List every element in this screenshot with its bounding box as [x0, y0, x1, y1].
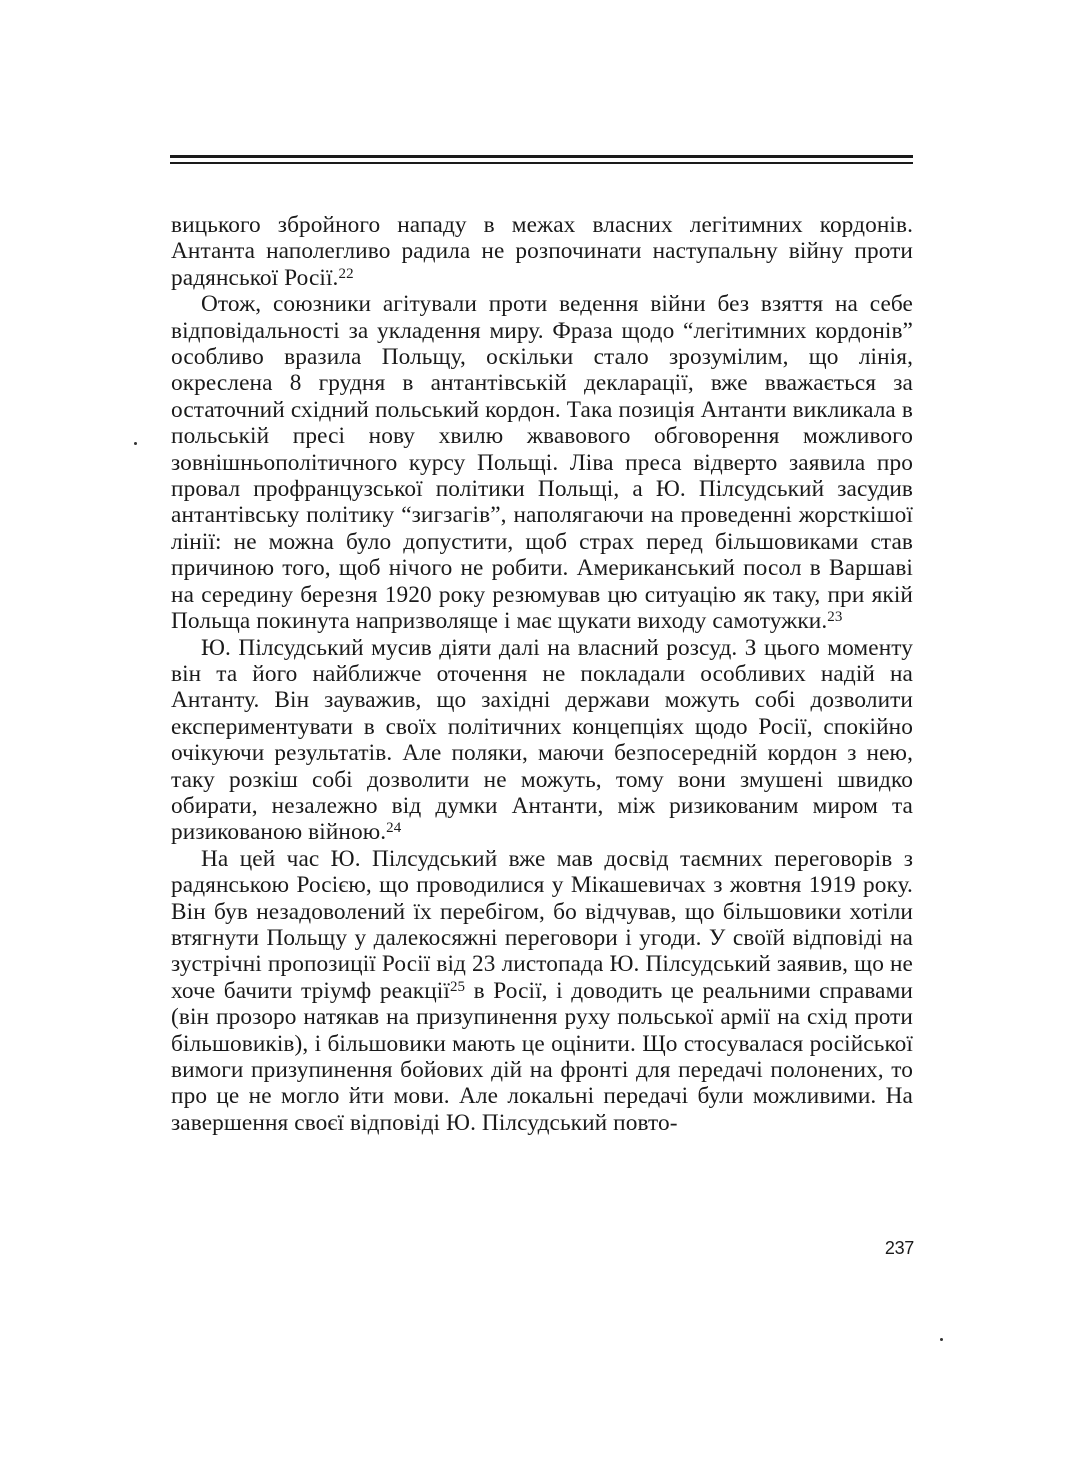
footnote-ref-25[interactable]: 25	[449, 978, 466, 995]
paragraph-1: вицького збройного нападу в межах власних легітимних кордонів. Антанта наполегливо радила не розпочинати наступальну війну проти радянської Росії.$^{22}$	[171, 212, 913, 291]
header-rule-thick	[170, 155, 913, 158]
page-number: 237	[884, 1238, 914, 1258]
header-rule-thin	[170, 162, 913, 164]
paragraph-4: На цей час Ю. Пілсудський вже мав досвід таємних переговорів з радянською Росією, що проводилися у Мікашевичах з жовтня 1919 року. Він був незадоволений їх перебігом, бо відчував, що більшовики хотіли втягнути Польщу у далекосяжні переговори і угоди. У своїй відповіді на зустрічні пропозиції Росії від 23 листопада Ю. Пілсудський заявив, що не хоче бачити тріумф реакції$^{25}$ в Росії, і доводить це реальними справами (він прозоро натякав на призупинення руху польської армії на схід проти більшовиків), і більшовики мають це оцінити. Що стосувалася російської вимоги призупинення бойових дій на фронті для передачі полонених, то про це не могло йти мови. Але локальні передачі були можливими. На завершення своєї відповіді Ю. Пілсудський повто-	[171, 845, 913, 1136]
scan-speck	[134, 442, 137, 445]
paragraph-3: Ю. Пілсудський мусив діяти далі на власний розсуд. З цього моменту він та його найближче оточення не покладали особливих надій на Антанту. Він зауважив, що західні держави можуть собі дозволити експериментувати в своїх політичних концепціях щодо Росії, спокійно очікуючи результатів. Але поляки, маючи безпосередній кордон з нею, таку розкіш собі дозволити не можуть, тому вони змушені швидко обирати, незалежно від думки Антанти, між ризикованим миром та ризикованою війною.$^{24}$	[171, 634, 913, 846]
scan-speck	[940, 1338, 943, 1341]
footnote-ref-22[interactable]: 22	[338, 265, 354, 282]
body-text	[171, 212, 913, 1136]
footnote-ref-23[interactable]: 23	[827, 609, 843, 626]
footnote-ref-24[interactable]: 24	[386, 820, 402, 837]
paragraph-2: Отож, союзники агітували проти ведення війни без взяття на себе відповідальності за укладення миру. Фраза щодо “легітимних кордонів” особливо вразила Польщу, оскільки стало зрозумілим, що лінія, окреслена 8 грудня в антантівській декларації, вже вважається за остаточний східний польський кордон. Така позиція Антанти викликала в польській пресі нову хвилю жвавового обговорення можливого зовнішньополітичного курсу Польщі. Ліва преса відверто заявила про провал профранцузської політики Польщі, а Ю. Пілсудський засудив антантівську політику “зигзагів”, наполягаючи на проведенні жорсткішої лінії: не можна було допустити, щоб страх перед більшовиками став причиною того, щоб нічого не робити. Американський посол в Варшаві на середину березня 1920 року резюмував цю ситуацію як таку, при якій Польща покинута напризволяще і має щукати виходу самотужки.$^{23}$	[171, 291, 913, 635]
